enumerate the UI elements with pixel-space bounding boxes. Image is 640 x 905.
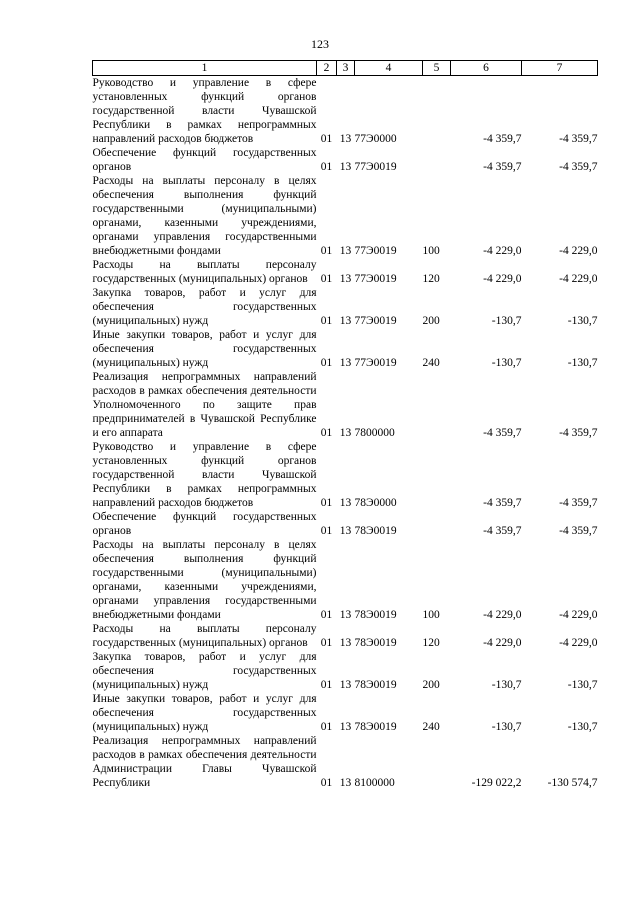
expense-type-code	[423, 510, 451, 538]
amount-col-7: -130,7	[567, 315, 598, 327]
amount-col-6: -130,7	[491, 315, 522, 327]
section-code: 01	[320, 497, 333, 509]
target-article-code: 8100000	[354, 777, 395, 789]
section-code: 01	[320, 525, 333, 537]
amount-col-6: -4 359,7	[483, 525, 522, 537]
expense-type-code: 120	[422, 273, 440, 285]
amount-col-7: -4 229,0	[559, 637, 598, 649]
expense-type-code	[423, 734, 451, 790]
amount-col-7: -130,7	[567, 679, 598, 691]
subsection-code: 13	[339, 133, 352, 145]
row-name: Расходы на выплаты персоналу в целях обеспечения выполнения функций государственными (муниципальными) органами, казенными учреждениями, органами управления государственными внебюджетными фондами	[92, 539, 317, 621]
expense-type-code	[423, 76, 451, 147]
row-name: Реализация непрограммных направлений расходов в рамках обеспечения деятельности Администрации Главы Чувашской Республики	[92, 735, 317, 789]
table-row	[93, 328, 598, 370]
expense-type-code: 120	[422, 637, 440, 649]
amount-col-7: -4 229,0	[559, 273, 598, 285]
table-row	[93, 622, 598, 650]
expense-type-code	[423, 370, 451, 440]
subsection-code: 13	[339, 609, 352, 621]
column-header-2: 2	[317, 61, 337, 76]
amount-col-6: -129 022,2	[471, 777, 522, 789]
target-article-code: 78Э0019	[354, 679, 397, 691]
target-article-code: 77Э0019	[354, 161, 397, 173]
table-header	[93, 61, 598, 76]
subsection-code: 13	[339, 497, 352, 509]
target-article-code: 77Э0019	[354, 245, 397, 257]
expense-type-code: 240	[422, 721, 440, 733]
section-code: 01	[320, 721, 333, 733]
amount-col-6: -4 229,0	[483, 637, 522, 649]
expense-type-code: 100	[422, 609, 440, 621]
table-row	[93, 510, 598, 538]
header-row	[93, 61, 598, 76]
section-code: 01	[320, 427, 333, 439]
column-header-1: 1	[93, 61, 317, 76]
section-code: 01	[320, 133, 333, 145]
row-name: Иные закупки товаров, работ и услуг для обеспечения государственных (муниципальных) нужд	[92, 693, 317, 733]
amount-col-7: -4 359,7	[559, 427, 598, 439]
amount-col-7: -4 359,7	[559, 497, 598, 509]
table-row	[93, 650, 598, 692]
section-code: 01	[320, 315, 333, 327]
amount-col-6: -130,7	[491, 679, 522, 691]
row-name: Обеспечение функций государственных органов	[92, 511, 317, 537]
expense-type-code: 200	[422, 315, 440, 327]
expense-type-code: 100	[422, 245, 440, 257]
section-code: 01	[320, 161, 333, 173]
target-article-code: 77Э0019	[354, 357, 397, 369]
amount-col-7: -130,7	[567, 721, 598, 733]
amount-col-6: -4 229,0	[483, 273, 522, 285]
target-article-code: 78Э0000	[354, 497, 397, 509]
amount-col-7: -130 574,7	[547, 777, 598, 789]
subsection-code: 13	[339, 721, 352, 733]
expense-type-code: 240	[422, 357, 440, 369]
page-number: 123	[311, 37, 329, 51]
subsection-code: 13	[339, 525, 352, 537]
subsection-code: 13	[339, 161, 352, 173]
expense-type-code	[423, 440, 451, 510]
row-name: Руководство и управление в сфере установленных функций органов государственной власти Чувашской Республики в рамках непрограммных направлений расходов бюджетов	[92, 441, 317, 509]
amount-col-7: -4 359,7	[559, 133, 598, 145]
amount-col-6: -4 359,7	[483, 133, 522, 145]
amount-col-6: -4 359,7	[483, 497, 522, 509]
section-code: 01	[320, 357, 333, 369]
amount-col-7: -4 229,0	[559, 609, 598, 621]
subsection-code: 13	[339, 273, 352, 285]
section-code: 01	[320, 679, 333, 691]
table-row	[93, 286, 598, 328]
amount-col-6: -4 359,7	[483, 427, 522, 439]
subsection-code: 13	[339, 357, 352, 369]
row-name: Реализация непрограммных направлений расходов в рамках обеспечения деятельности Уполномоченного по защите прав предпринимателей в Чувашской Республике и его аппарата	[92, 371, 317, 439]
column-header-5: 5	[423, 61, 451, 76]
subsection-code: 13	[339, 777, 352, 789]
row-name: Иные закупки товаров, работ и услуг для обеспечения государственных (муниципальных) нужд	[92, 329, 317, 369]
table-body	[93, 76, 598, 791]
table-row	[93, 734, 598, 790]
table-row	[93, 692, 598, 734]
target-article-code: 77Э0019	[354, 273, 397, 285]
target-article-code: 7800000	[354, 427, 395, 439]
column-header-3: 3	[337, 61, 355, 76]
table-row	[93, 538, 598, 622]
row-name: Закупка товаров, работ и услуг для обеспечения государственных (муниципальных) нужд	[92, 287, 317, 327]
target-article-code: 77Э0019	[354, 315, 397, 327]
target-article-code: 77Э0000	[354, 133, 397, 145]
expense-type-code: 200	[422, 679, 440, 691]
row-name: Руководство и управление в сфере установленных функций органов государственной власти Чувашской Республики в рамках непрограммных направлений расходов бюджетов	[92, 77, 317, 145]
amount-col-6: -4 359,7	[483, 161, 522, 173]
section-code: 01	[320, 609, 333, 621]
column-header-6: 6	[451, 61, 522, 76]
section-code: 01	[320, 777, 333, 789]
table-row	[93, 146, 598, 174]
amount-col-7: -130,7	[567, 357, 598, 369]
section-code: 01	[320, 245, 333, 257]
row-name: Расходы на выплаты персоналу в целях обеспечения выполнения функций государственными (муниципальными) органами, казенными учреждениями, органами управления государственными внебюджетными фондами	[92, 175, 317, 257]
target-article-code: 78Э0019	[354, 637, 397, 649]
budget-table	[92, 60, 598, 790]
column-header-4: 4	[355, 61, 423, 76]
table-row	[93, 76, 598, 147]
row-name: Расходы на выплаты персоналу государственных (муниципальных) органов	[92, 259, 317, 285]
subsection-code: 13	[339, 245, 352, 257]
subsection-code: 13	[339, 637, 352, 649]
amount-col-7: -4 359,7	[559, 161, 598, 173]
section-code: 01	[320, 637, 333, 649]
table-row	[93, 174, 598, 258]
amount-col-7: -4 359,7	[559, 525, 598, 537]
target-article-code: 78Э0019	[354, 525, 397, 537]
amount-col-6: -130,7	[491, 721, 522, 733]
expense-type-code	[423, 146, 451, 174]
row-name: Расходы на выплаты персоналу государственных (муниципальных) органов	[92, 623, 317, 649]
target-article-code: 78Э0019	[354, 721, 397, 733]
amount-col-6: -130,7	[491, 357, 522, 369]
amount-col-6: -4 229,0	[483, 609, 522, 621]
target-article-code: 78Э0019	[354, 609, 397, 621]
table-row	[93, 370, 598, 440]
row-name: Закупка товаров, работ и услуг для обеспечения государственных (муниципальных) нужд	[92, 651, 317, 691]
subsection-code: 13	[339, 679, 352, 691]
subsection-code: 13	[339, 315, 352, 327]
table-row	[93, 440, 598, 510]
column-header-7: 7	[522, 61, 598, 76]
subsection-code: 13	[339, 427, 352, 439]
table-row	[93, 258, 598, 286]
amount-col-6: -4 229,0	[483, 245, 522, 257]
section-code: 01	[320, 273, 333, 285]
row-name: Обеспечение функций государственных органов	[92, 147, 317, 173]
amount-col-7: -4 229,0	[559, 245, 598, 257]
